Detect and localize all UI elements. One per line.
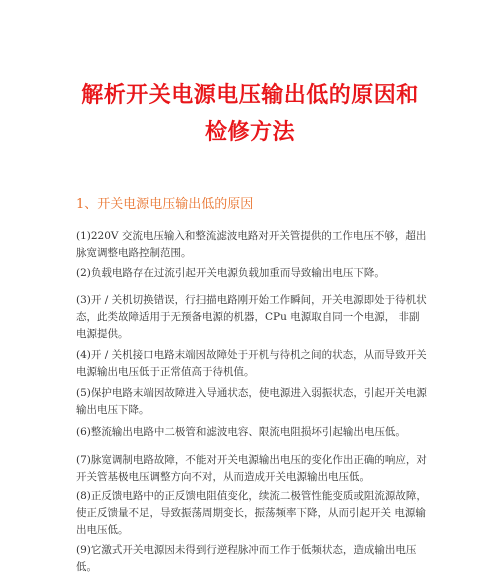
section-heading: 1、开关电源电压输出低的原因: [76, 197, 254, 212]
article-title-line-1: 解析开关电源电压输出低的原因和: [81, 83, 419, 108]
paragraph-9: (9)它激式开关电源因未得到行逆程脉冲而工作于低频状态，造成输出电压低。: [76, 544, 417, 573]
paragraph-8: (8)正反馈电路中的正反馈电阻值变化，续流二极管性能变质或阻流源故障，使正反馈量不足，导致振荡周期变长，振荡频率下降，从而引起开关 电源输出电压低。: [76, 490, 427, 536]
article-title-line-2: 检修方法: [204, 120, 295, 145]
paragraph-6: (6)整流输出电路中二极管和滤波电容、限流电阻损坏引起输出电压低。: [76, 426, 406, 438]
paragraph-1: (1)220V 交流电压输入和整流滤波电路对开关管提供的工作电压不够，超出脉宽调整电路控制范围。: [76, 230, 427, 259]
paragraph-2: (2)负载电路存在过流引起开关电源负载加重而导致输出电压下降。: [76, 267, 385, 279]
paragraph-4: (4)开 / 关机接口电路末端因故障处于开机与待机之间的状态，从而导致开关电源输出电压低于正常值高于待机值。: [76, 349, 427, 378]
paragraph-3: (3)开 / 关机切换错误，行扫描电路刚开始工作瞬间，开关电源即处于待机状态，此类故障适用于无预备电源的机器，CPu 电源取自同一个电源， 非副电源提供。: [76, 294, 427, 340]
paragraph-7: (7)脉宽调制电路故障，不能对开关电源输出电压的变化作出正确的响应，对开关管基极电压调整方向不对，从而造成开关电源输出电压低。: [76, 454, 427, 483]
paragraph-5: (5)保护电路末端因故障进入导通状态，使电源进入弱振状态，引起开关电源输出电压下降。: [76, 387, 427, 416]
